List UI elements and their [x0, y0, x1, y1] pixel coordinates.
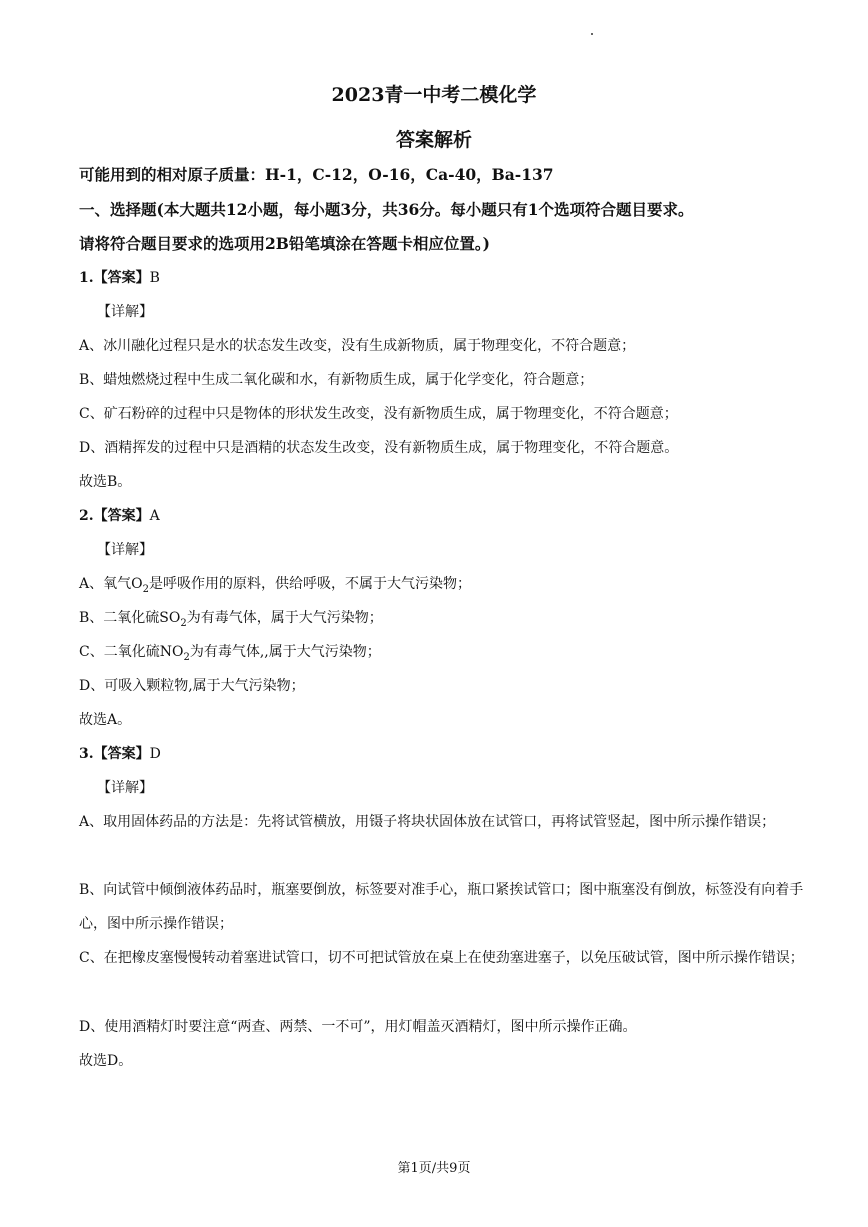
q2-label: 2.【答案】 — [79, 508, 150, 524]
q1-answer: B — [149, 270, 160, 286]
q1-option-a: A、冰川融化过程只是水的状态发生改变，没有生成新物质，属于物理变化，不符合题意； — [79, 338, 636, 354]
q3-option-d: D、使用酒精灯时要注意“两查、两禁、一不可”，用灯帽盖灭酒精灯，图中所示操作正确。 — [79, 1019, 637, 1035]
q3-label: 3.【答案】 — [79, 746, 150, 762]
q3-option-c: C、在把橡皮塞慢慢转动着塞进试管口，切不可把试管放在桌上在使劲塞进塞子，以免压破试管，图中所示操作错误； — [79, 950, 804, 966]
q1-detail-label: 【详解】 — [97, 304, 153, 320]
section-heading-line1: 一、选择题(本大题共12小题，每小题3分，共36分。每小题只有1个选项符合题目要求。 — [79, 200, 694, 219]
q1-answer-heading — [79, 268, 808, 288]
q3-answer-heading — [79, 744, 808, 764]
page-number-footer: 第1页/共9页 — [397, 1161, 471, 1176]
q1-label: 1.【答案】 — [79, 270, 150, 286]
q3-option-a: A、取用固体药品的方法是：先将试管横放，用镊子将块状固体放在试管口，再将试管竖起，图中所示操作错误； — [79, 814, 776, 830]
q1-option-b: B、蜡烛燃烧过程中生成二氧化碳和水，有新物质生成，属于化学变化，符合题意； — [79, 372, 594, 388]
document-subtitle: 答案解析 — [395, 129, 472, 151]
q2-a-text: A、氧气O — [79, 576, 143, 592]
q2-a-subscript: 2 — [142, 583, 149, 595]
section-heading-line2: 请将符合题目要求的选项用2B铅笔填涂在答题卡相应位置。) — [79, 234, 490, 253]
q2-b-text-rest: 为有毒气体，属于大气污染物； — [186, 610, 383, 626]
q2-conclusion: 故选A。 — [79, 712, 132, 728]
scan-dot — [591, 33, 593, 35]
q2-c-subscript: 2 — [183, 651, 190, 663]
q2-c-text-rest: 为有毒气体,,属于大气污染物； — [189, 644, 381, 660]
q2-option-d: D、可吸入颗粒物,属于大气污染物； — [79, 678, 305, 694]
q2-detail-label: 【详解】 — [97, 542, 153, 558]
q2-a-text-rest: 是呼吸作用的原料，供给呼吸，不属于大气污染物； — [148, 576, 471, 592]
q3-answer: D — [149, 746, 161, 762]
q2-option-a — [79, 574, 808, 594]
q1-conclusion: 故选B。 — [79, 474, 132, 490]
q2-option-c — [79, 642, 808, 662]
q1-option-d: D、酒精挥发的过程中只是酒精的状态发生改变，没有新物质生成，属于物理变化，不符合题意。 — [79, 440, 679, 456]
document-title: 2023青一中考二模化学 — [331, 84, 537, 106]
q3-option-b: B、向试管中倾倒液体药品时，瓶塞要倒放，标签要对准手心，瓶口紧挨试管口；图中瓶塞没有倒放，标签没有向着手心，图中所示操作错误； — [79, 882, 804, 932]
q3-detail-label: 【详解】 — [97, 780, 153, 796]
q2-b-text: B、二氧化硫SO — [79, 610, 181, 626]
q2-answer-heading — [79, 506, 808, 526]
q2-answer: A — [149, 508, 160, 524]
atomic-masses: 可能用到的相对原子质量：H-1，C-12，O-16，Ca-40，Ba-137 — [79, 165, 554, 184]
q3-conclusion: 故选D。 — [79, 1053, 133, 1069]
q1-option-c: C、矿石粉碎的过程中只是物体的形状发生改变，没有新物质生成，属于物理变化，不符合题意； — [79, 406, 678, 422]
q2-c-text: C、二氧化硫NO — [79, 644, 184, 660]
q2-b-subscript: 2 — [180, 617, 187, 629]
q2-option-b — [79, 608, 808, 628]
